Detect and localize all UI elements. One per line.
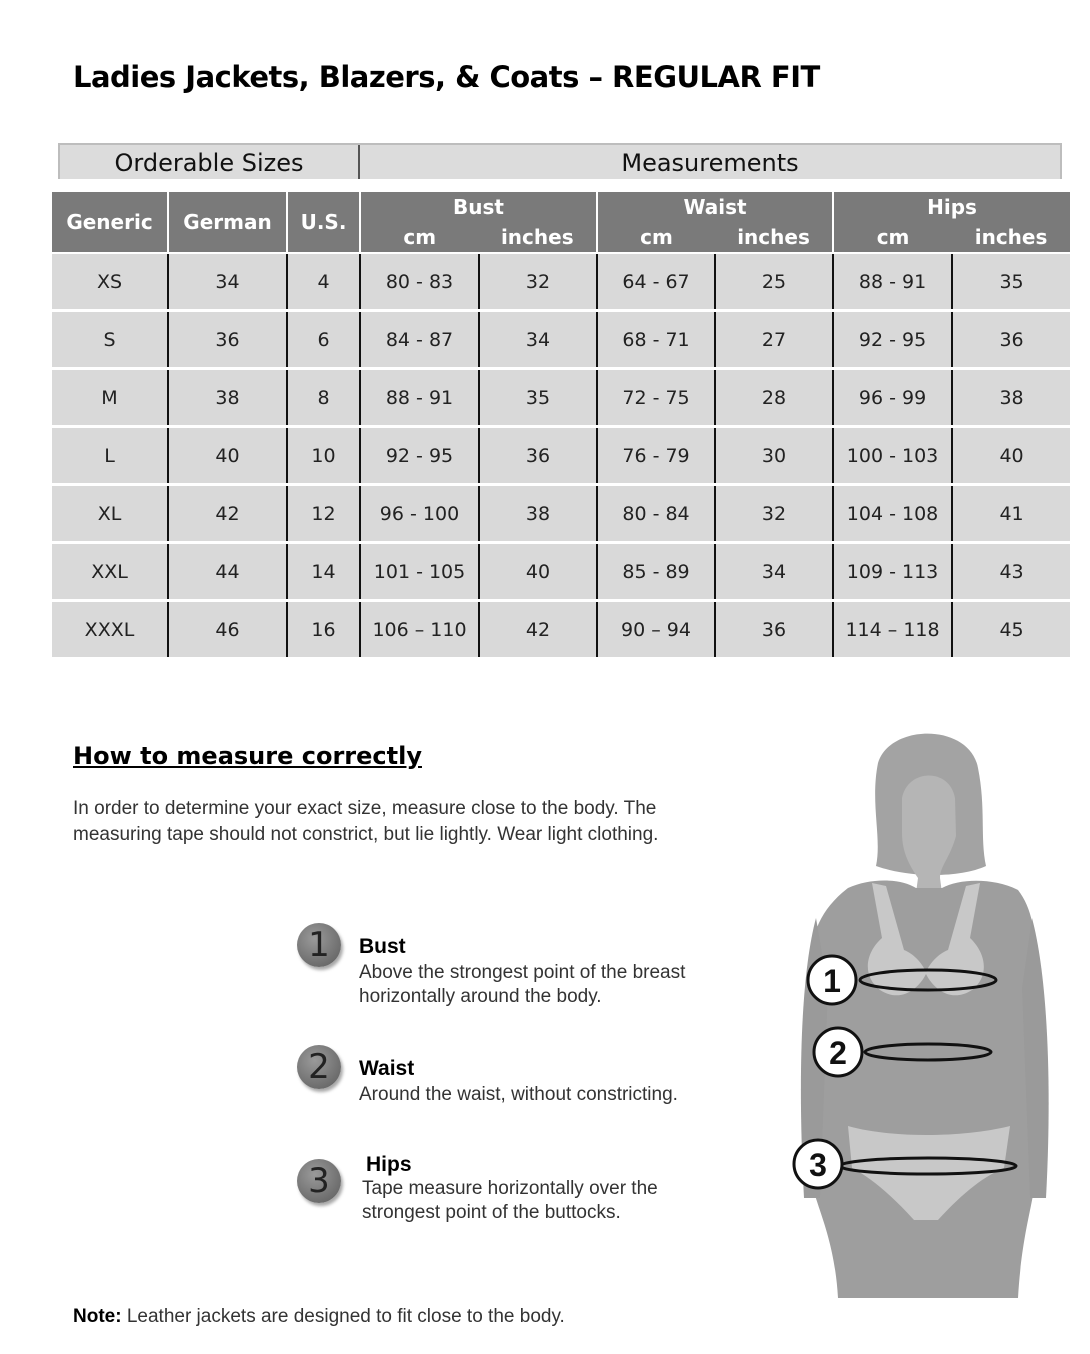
col-german: German bbox=[168, 192, 287, 253]
measurements-header: Measurements bbox=[621, 149, 799, 177]
waist-cm-label: cm bbox=[640, 225, 673, 249]
note-text: Leather jackets are designed to fit close to the body. bbox=[121, 1306, 565, 1327]
table-row bbox=[52, 427, 1070, 485]
cell: 4 bbox=[287, 253, 360, 311]
measure-intro-text: In order to determine your exact size, measure close to the body. The measuring tape should not constrict, but lie lightly. Wear light clothing. bbox=[73, 798, 659, 845]
cell: 44 bbox=[168, 543, 287, 601]
cell: 109 - 113 bbox=[833, 543, 952, 601]
cell: XL bbox=[52, 485, 168, 543]
col-generic: Generic bbox=[52, 192, 168, 253]
step-number-2-icon: 2 bbox=[297, 1045, 341, 1089]
step-label: Waist bbox=[359, 1057, 415, 1080]
cell: 38 bbox=[479, 485, 597, 543]
col-bust bbox=[360, 192, 597, 253]
cell: 42 bbox=[479, 601, 597, 658]
cell: 36 bbox=[479, 427, 597, 485]
bust-cm-label: cm bbox=[403, 225, 437, 249]
cell: 10 bbox=[287, 427, 360, 485]
cell: 64 - 67 bbox=[597, 253, 715, 311]
cell: 36 bbox=[168, 311, 287, 369]
table-row bbox=[52, 253, 1070, 311]
step-label: Hips bbox=[366, 1153, 412, 1176]
cell: 68 - 71 bbox=[597, 311, 715, 369]
cell: XS bbox=[52, 253, 168, 311]
cell: 14 bbox=[287, 543, 360, 601]
note-label: Note: bbox=[73, 1306, 122, 1327]
table-row bbox=[52, 601, 1070, 658]
cell: 101 - 105 bbox=[360, 543, 479, 601]
marker-2-icon bbox=[814, 1028, 862, 1076]
cell: 27 bbox=[715, 311, 833, 369]
step-desc-line1: Tape measure horizontally over the bbox=[362, 1178, 658, 1199]
hips-inches-label: inches bbox=[974, 225, 1048, 249]
cell: L bbox=[52, 427, 168, 485]
table-row bbox=[52, 311, 1070, 369]
bust-inches-label: inches bbox=[500, 225, 574, 249]
cell: 80 - 84 bbox=[597, 485, 715, 543]
cell: 38 bbox=[168, 369, 287, 427]
cell: 30 bbox=[715, 427, 833, 485]
cell: 36 bbox=[952, 311, 1070, 369]
marker-2-label: 2 bbox=[829, 1035, 847, 1071]
cell: XXL bbox=[52, 543, 168, 601]
cell: 6 bbox=[287, 311, 360, 369]
table-row bbox=[52, 485, 1070, 543]
size-chart-table bbox=[52, 192, 1070, 657]
cell: 34 bbox=[479, 311, 597, 369]
cell: 92 - 95 bbox=[833, 311, 952, 369]
col-us: U.S. bbox=[287, 192, 360, 253]
body-measurement-figure bbox=[790, 728, 1060, 1298]
cell: 16 bbox=[287, 601, 360, 658]
table-row bbox=[52, 369, 1070, 427]
cell: 40 bbox=[479, 543, 597, 601]
hips-cm-label: cm bbox=[876, 225, 910, 249]
step-number-3-icon: 3 bbox=[297, 1159, 341, 1203]
cell: XXXL bbox=[52, 601, 168, 658]
marker-3-icon bbox=[794, 1140, 842, 1188]
cell: M bbox=[52, 369, 168, 427]
table-row bbox=[52, 543, 1070, 601]
cell: 34 bbox=[715, 543, 833, 601]
col-hips bbox=[833, 192, 1070, 253]
step-desc-line1: Above the strongest point of the breast bbox=[359, 962, 686, 983]
step-desc-line1: Around the waist, without constricting. bbox=[359, 1084, 678, 1105]
cell: 28 bbox=[715, 369, 833, 427]
hips-label: Hips bbox=[927, 195, 977, 219]
page-title: Ladies Jackets, Blazers, & Coats – REGULAR FIT bbox=[73, 60, 820, 94]
cell: 90 – 94 bbox=[597, 601, 715, 658]
marker-1-icon bbox=[808, 956, 856, 1004]
cell: 114 – 118 bbox=[833, 601, 952, 658]
waist-label: Waist bbox=[683, 195, 747, 219]
woman-silhouette-icon bbox=[790, 728, 1060, 1298]
leather-note bbox=[73, 1306, 565, 1328]
cell: 96 - 100 bbox=[360, 485, 479, 543]
cell: 35 bbox=[479, 369, 597, 427]
bust-label: Bust bbox=[453, 195, 504, 219]
cell: 104 - 108 bbox=[833, 485, 952, 543]
cell: 32 bbox=[715, 485, 833, 543]
step-desc-line2: horizontally around the body. bbox=[359, 986, 602, 1007]
table-header-row bbox=[52, 192, 1070, 253]
step-label: Bust bbox=[359, 935, 406, 958]
cell: 46 bbox=[168, 601, 287, 658]
cell: 45 bbox=[952, 601, 1070, 658]
cell: 42 bbox=[168, 485, 287, 543]
cell: 80 - 83 bbox=[360, 253, 479, 311]
cell: 85 - 89 bbox=[597, 543, 715, 601]
cell: 88 - 91 bbox=[360, 369, 479, 427]
cell: 35 bbox=[952, 253, 1070, 311]
cell: 32 bbox=[479, 253, 597, 311]
cell: 84 - 87 bbox=[360, 311, 479, 369]
table-group-header bbox=[58, 143, 1062, 179]
cell: 34 bbox=[168, 253, 287, 311]
orderable-sizes-header: Orderable Sizes bbox=[60, 145, 360, 179]
cell: 76 - 79 bbox=[597, 427, 715, 485]
cell: 40 bbox=[168, 427, 287, 485]
cell: S bbox=[52, 311, 168, 369]
step-number-1-icon: 1 bbox=[297, 923, 341, 967]
cell: 25 bbox=[715, 253, 833, 311]
cell: 36 bbox=[715, 601, 833, 658]
cell: 92 - 95 bbox=[360, 427, 479, 485]
cell: 8 bbox=[287, 369, 360, 427]
cell: 41 bbox=[952, 485, 1070, 543]
step-desc-line2: strongest point of the buttocks. bbox=[362, 1202, 621, 1223]
cell: 43 bbox=[952, 543, 1070, 601]
cell: 38 bbox=[952, 369, 1070, 427]
marker-3-label: 3 bbox=[809, 1147, 827, 1183]
cell: 106 – 110 bbox=[360, 601, 479, 658]
cell: 96 - 99 bbox=[833, 369, 952, 427]
marker-1-label: 1 bbox=[823, 963, 841, 999]
cell: 88 - 91 bbox=[833, 253, 952, 311]
cell: 100 - 103 bbox=[833, 427, 952, 485]
waist-inches-label: inches bbox=[737, 225, 810, 249]
cell: 40 bbox=[952, 427, 1070, 485]
how-to-measure-heading: How to measure correctly bbox=[73, 742, 422, 770]
cell: 12 bbox=[287, 485, 360, 543]
col-waist bbox=[597, 192, 833, 253]
cell: 72 - 75 bbox=[597, 369, 715, 427]
